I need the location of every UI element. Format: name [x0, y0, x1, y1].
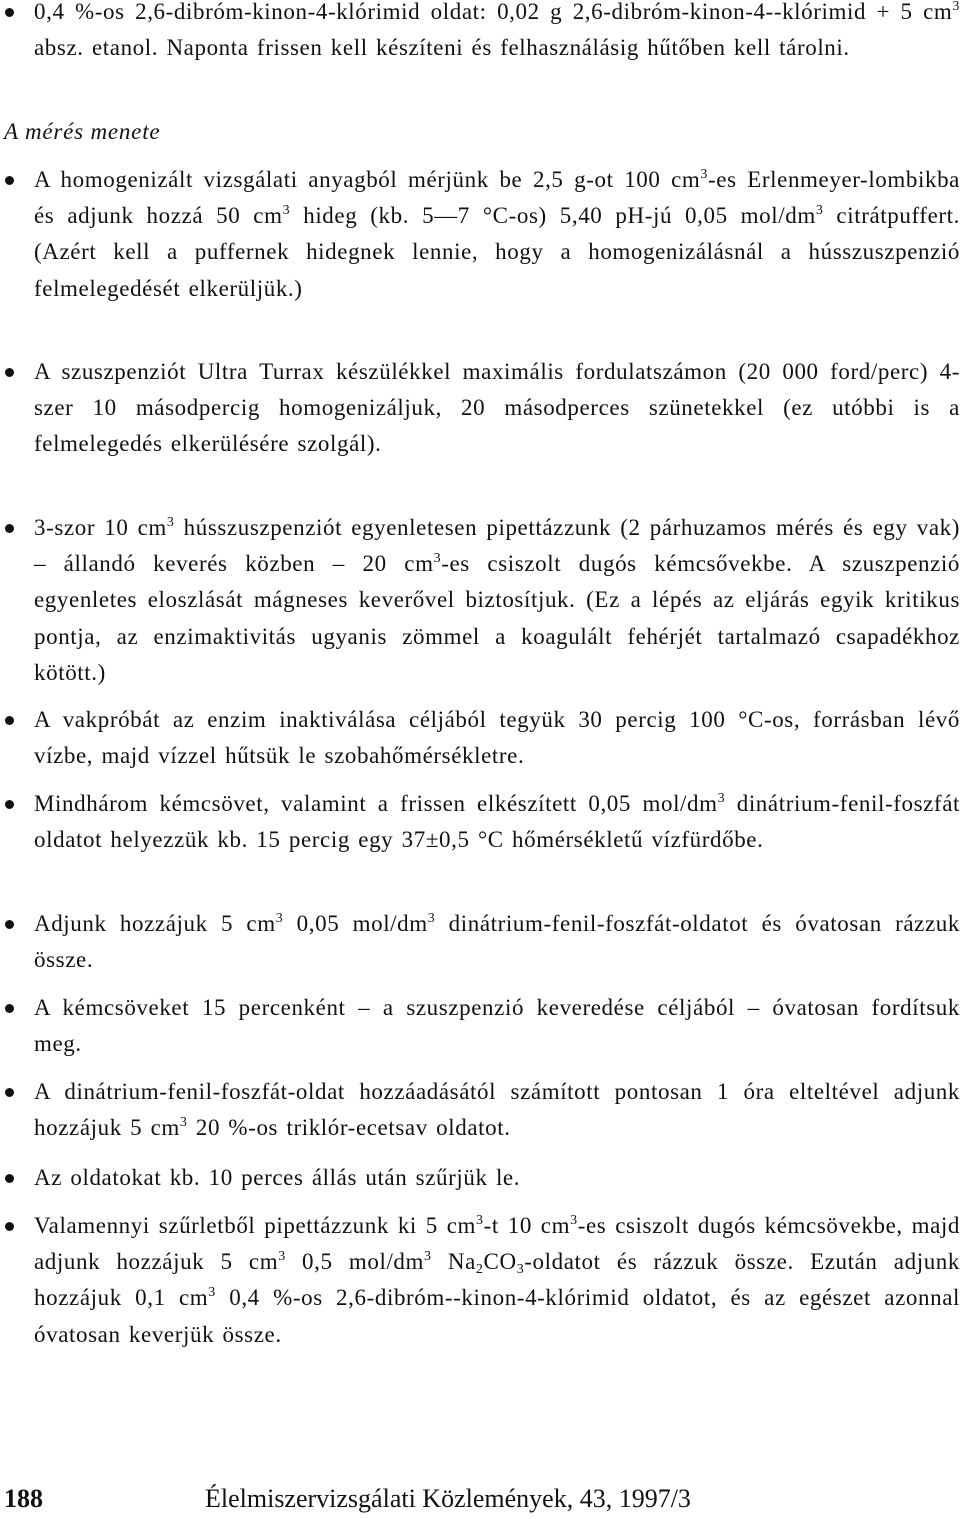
superscript: 3 — [275, 911, 284, 926]
superscript: 3 — [433, 551, 442, 567]
text-run: Adjunk hozzájuk 5 cm — [34, 911, 276, 936]
text-run: A kémcsöveket 15 percenként – a szuszpenzió keveredése céljából – óvatosan fordítsuk meg. — [34, 995, 960, 1057]
text-run: -oldatot és rázzuk össze. Ezután adjunk hozzájuk 0,1 cm — [34, 1249, 960, 1311]
text-run: Valamennyi szűrletből pipettázzunk ki 5 cm — [34, 1213, 477, 1238]
bullet-point — [5, 920, 14, 929]
bullet-item-text — [0, 0, 960, 66]
text-run: -es Erlenmeyer-lombikba és adjunk hozzá 50 cm — [34, 167, 960, 229]
bullet-item-reagent-solution — [0, 0, 960, 66]
bullet-item-text — [0, 510, 960, 691]
text-run: A dinátrium-fenil-foszfát-oldat hozzáadásától számított pontosan 1 óra elteltével adjunk hozzájuk 5 cm — [34, 1079, 960, 1141]
text-run: 3-szor 10 cm — [34, 515, 167, 540]
bullet-item-text — [0, 354, 960, 463]
bullet-item-water-bath — [0, 786, 960, 858]
bullet-item-invert-tubes — [0, 990, 960, 1062]
text-run: Az oldatokat kb. 10 perces állás után szűrjük le. — [34, 1165, 521, 1190]
bullet-item-color-reaction — [0, 1208, 960, 1353]
bullet-item-text — [0, 162, 960, 307]
bullet-point — [5, 716, 14, 725]
superscript: 3 — [278, 1249, 286, 1265]
bullet-item-pipetting — [0, 510, 960, 691]
text-run: 20 %-os triklór-ecetsav oldatot. — [187, 1115, 511, 1141]
bullet-point — [5, 1004, 14, 1013]
bullet-item-text — [0, 906, 960, 978]
superscript: 3 — [179, 1115, 188, 1131]
subscript: 2 — [475, 1262, 484, 1278]
text-run: A homogenizált vizsgálati anyagból mérjünk be 2,5 g-ot 100 cm — [34, 167, 701, 192]
bullet-point — [5, 1174, 14, 1183]
superscript: 3 — [208, 1285, 216, 1301]
bullet-point — [5, 1222, 14, 1231]
text-run: -t 10 cm — [483, 1213, 571, 1238]
bullet-item-filtration — [0, 1160, 960, 1196]
bullet-item-add-substrate — [0, 906, 960, 978]
bullet-point — [5, 800, 14, 809]
text-run: dinátrium-fenil-foszfát oldatot helyezzük kb. 15 percig egy 37±0,5 °C hőmérsékletű vízfürdőbe. — [34, 791, 960, 853]
bullet-point — [5, 368, 14, 377]
text-run: hússzuszpenziót egyenletesen pipettázzunk (2 párhuzamos mérés és egy vak) – állandó keverés közben – 20 cm — [34, 515, 960, 577]
superscript: 3 — [166, 515, 175, 530]
text-run: hideg (kb. 5—7 °C-os) 5,40 pH-jú 0,05 mol/dm — [290, 203, 816, 229]
bullet-point — [5, 1088, 14, 1097]
bullet-item-homogenized-sample — [0, 162, 960, 307]
superscript: 3 — [952, 0, 960, 14]
superscript: 3 — [700, 167, 709, 182]
bullet-item-ultra-turrax — [0, 354, 960, 463]
bullet-item-text — [0, 990, 960, 1062]
text-run: Na — [431, 1249, 476, 1275]
text-run: -es csiszolt dugós kémcsövekbe, majd adjunk hozzájuk 5 cm — [34, 1213, 960, 1275]
text-run: -es csiszolt dugós kémcsővekbe. A szuszpenzió egyenletes eloszlását mágneses keverővel biztosítjuk. (Ez a lépés az eljárás egyik kritikus pontja, az enzimaktivitás ugyanis zömmel a koagulált fehérjét tartalmazó csapadékhoz kötött.) — [34, 551, 960, 685]
text-run: 0,5 mol/dm — [285, 1249, 425, 1275]
bullet-item-text — [0, 1074, 960, 1146]
text-run: citrátpuffert. (Azért kell a puffernek hidegnek lennie, hogy a homogenizálásnál a hússzuszpenzió felmelegedését elkerüljük.) — [34, 203, 960, 301]
superscript: 3 — [570, 1213, 578, 1228]
journal-citation: Élelmiszervizsgálati Közlemények, 43, 1997/3 — [205, 1484, 691, 1513]
superscript: 3 — [424, 1249, 432, 1265]
bullet-item-trichloroacetic-acid — [0, 1074, 960, 1146]
bullet-item-text — [0, 786, 960, 858]
text-run: CO — [483, 1249, 517, 1275]
bullet-point — [5, 524, 14, 533]
text-run: absz. etanol. Naponta frissen kell készíteni és felhasználásig hűtőben kell tárolni. — [34, 35, 850, 61]
text-run: 0,4 %-os 2,6-dibróm--kinon-4-klórimid oldatot, és az egészet azonnal óvatosan keverjük össze. — [34, 1285, 960, 1347]
text-run: dinátrium-fenil-foszfát-oldatot és óvatosan rázzuk össze. — [34, 911, 960, 973]
superscript: 3 — [717, 791, 726, 806]
text-run: A vakpróbát az enzim inaktiválása céljából tegyük 30 percig 100 °C-os, forrásban lévő vízbe, majd vízzel hűtsük le szobahőmérsékletre. — [34, 707, 960, 769]
text-run: A szuszpenziót Ultra Turrax készülékkel maximális fordulatszámon (20 000 ford/perc) 4-szer 10 másodpercig homogenizáljuk, 20 másodperces szünetekkel (ez utóbbi is a felmelegedés elkerülésére szolgál). — [34, 359, 960, 457]
superscript: 3 — [476, 1213, 484, 1228]
bullet-point — [5, 8, 14, 17]
bullet-item-text — [0, 1208, 960, 1353]
section-heading: A mérés menete — [4, 119, 161, 144]
bullet-item-text — [0, 702, 960, 774]
bullet-point — [5, 176, 14, 185]
text-run: 0,05 mol/dm — [283, 911, 428, 936]
superscript: 3 — [427, 911, 436, 926]
superscript: 3 — [282, 203, 291, 219]
text-run: Mindhárom kémcsövet, valamint a frissen elkészített 0,05 mol/dm — [34, 791, 718, 816]
subscript: 3 — [516, 1262, 525, 1278]
bullet-item-text — [0, 1160, 960, 1196]
superscript: 3 — [815, 203, 824, 219]
text-run: 0,4 %-os 2,6-dibróm-kinon-4-klórimid oldat: 0,02 g 2,6-dibróm-kinon-4--klórimid + 5 cm — [34, 0, 953, 24]
bullet-item-blank-sample — [0, 702, 960, 774]
page-number: 188 — [4, 1484, 43, 1513]
